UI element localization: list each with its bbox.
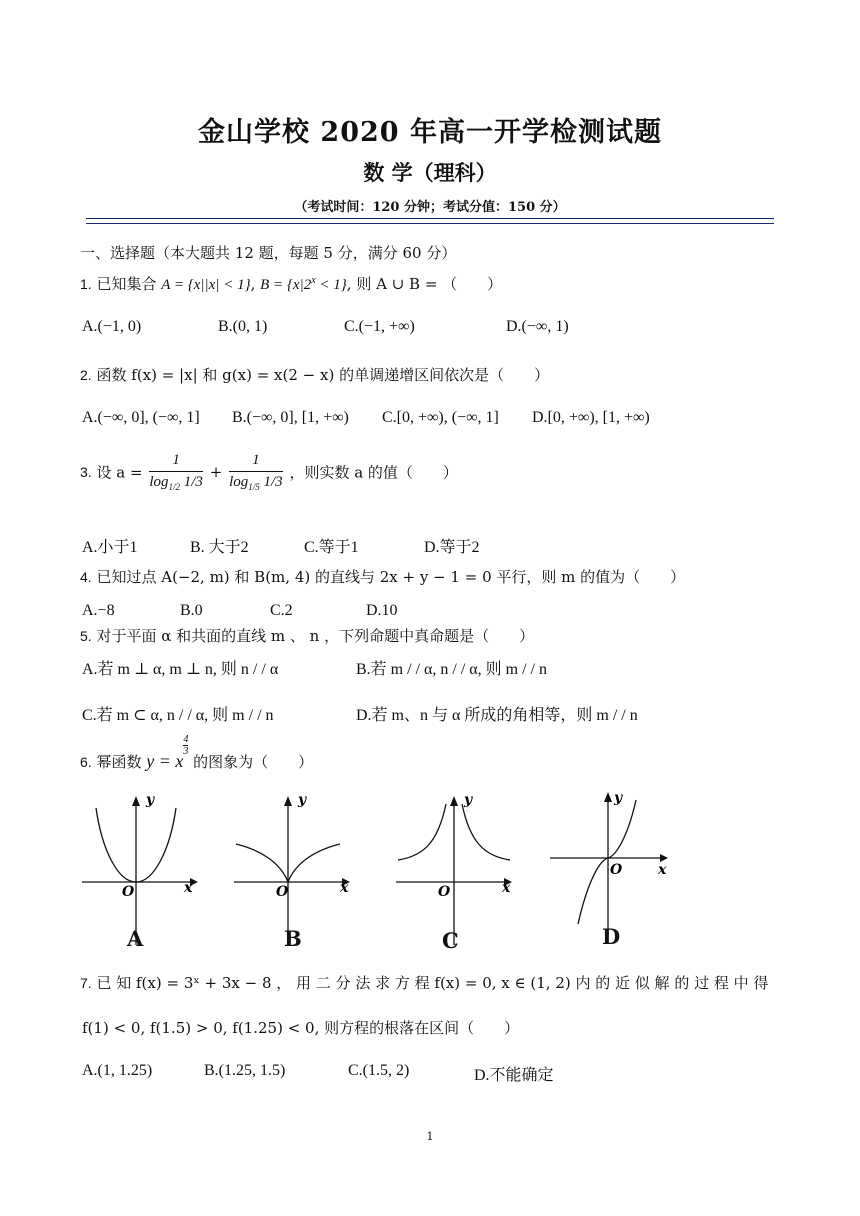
question-number: 6. xyxy=(80,754,92,770)
option-c[interactable]: C.2 xyxy=(270,602,293,619)
question-number: 3. xyxy=(80,464,92,480)
option-a[interactable]: A.若 m ⊥ α, m ⊥ n, 则 n / / α xyxy=(82,661,279,678)
option-c[interactable]: C.等于1 xyxy=(304,539,359,556)
option-a[interactable]: A.−8 xyxy=(82,602,115,619)
question-number: 4. xyxy=(80,569,92,585)
option-c[interactable]: C.若 m ⊂ α, n / / α, 则 m / / n xyxy=(82,707,274,724)
option-d[interactable]: D.10 xyxy=(366,602,398,619)
graph-d-label: D xyxy=(602,924,621,949)
option-a[interactable]: A.(−∞, 0], (−∞, 1] xyxy=(82,409,200,426)
option-b[interactable]: B. 大于2 xyxy=(190,539,249,556)
question-text: 设 a = xyxy=(96,463,143,482)
set-b: $B = \{x|2^x < 1\}$ xyxy=(260,275,347,293)
question-text: 已 知 f(x) = 3ˣ + 3x − 8 ， 用 二 分 法 求 方 程 f(x) = 0, x ∈ (1, 2) 内 的 近 似 解 的 过 程 中 得 xyxy=(96,974,769,992)
question-text: 幂函数 xyxy=(96,753,142,771)
option-d[interactable]: D.[0, +∞), [1, +∞) xyxy=(532,409,650,426)
question-number: 7. xyxy=(80,975,92,991)
question-7-stem-cont: f(1) < 0, f(1.5) > 0, f(1.25) < 0, 则方程的根落在区间（ ） xyxy=(82,1019,520,1037)
option-d[interactable]: D.等于2 xyxy=(424,539,480,556)
question-text: , 则 A ∪ B = （ ） xyxy=(346,275,503,293)
option-b[interactable]: B.(0, 1) xyxy=(218,318,268,335)
option-b[interactable]: B.若 m / / α, n / / α, 则 m / / n xyxy=(356,661,548,678)
graph-c[interactable] xyxy=(394,790,524,950)
fraction-2: $\frac{1}{\log_{1/5} 1/3}$ xyxy=(229,452,283,492)
option-b[interactable]: B.(1.25, 1.5) xyxy=(204,1062,286,1079)
graph-a[interactable] xyxy=(80,790,210,950)
svg-text:y: y xyxy=(298,792,307,808)
power-function: y = x $^{\frac{4}{3}}$ xyxy=(146,734,189,771)
option-d[interactable]: D.(−∞, 1) xyxy=(506,318,569,335)
option-c[interactable]: C.(1.5, 2) xyxy=(348,1062,410,1079)
graph-d[interactable] xyxy=(548,784,678,944)
option-a[interactable]: A.(−1, 0) xyxy=(82,318,142,335)
svg-text:x: x xyxy=(658,862,667,878)
exam-info: （考试时间：120 分钟；考试分值：150 分） xyxy=(294,200,566,215)
graph-a-label: A xyxy=(127,926,144,951)
header-divider-top xyxy=(86,218,774,219)
question-number: 5. xyxy=(80,628,92,644)
subject-subtitle: 数 学（理科） xyxy=(363,160,497,185)
svg-text:O: O xyxy=(610,862,623,878)
svg-text:x: x xyxy=(184,880,193,896)
svg-text:O: O xyxy=(276,884,289,900)
svg-text:x: x xyxy=(340,880,349,896)
question-text: 函数 f(x) = |x| 和 g(x) = x(2 − x) 的单调递增区间依次是（ ） xyxy=(96,366,550,384)
question-number: 2. xyxy=(80,367,92,383)
question-text: 已知集合 xyxy=(96,275,157,293)
question-text: ，则实数 a 的值（ ） xyxy=(289,463,458,482)
page-title: 金山学校 2020 年高一开学检测试题 xyxy=(198,117,662,148)
question-text: 已知过点 A(−2, m) 和 B(m, 4) 的直线与 2x + y − 1 = 0 平行，则 m 的值为（ ） xyxy=(96,568,686,586)
question-text: 的图象为（ ） xyxy=(193,753,314,771)
fraction-1: $\frac{1}{\log_{1/2} 1/3}$ xyxy=(149,452,203,492)
option-a[interactable]: A.(1, 1.25) xyxy=(82,1062,153,1079)
graph-c-label: C xyxy=(442,928,459,953)
question-6-stem xyxy=(80,734,314,780)
option-b[interactable]: B.(−∞, 0], [1, +∞) xyxy=(232,409,349,426)
svg-text:y: y xyxy=(464,792,473,808)
option-c[interactable]: C.(−1, +∞) xyxy=(344,318,415,335)
option-c[interactable]: C.[0, +∞), (−∞, 1] xyxy=(382,409,499,426)
option-a[interactable]: A.小于1 xyxy=(82,539,138,556)
option-b[interactable]: B.0 xyxy=(180,602,203,619)
question-5-stem xyxy=(80,625,534,646)
option-d[interactable]: D.若 m、n 与 α 所成的角相等，则 m / / n xyxy=(356,707,638,724)
header-divider-bottom xyxy=(86,223,774,224)
question-2-stem xyxy=(80,364,549,385)
svg-text:x: x xyxy=(502,880,511,896)
question-4-stem xyxy=(80,566,685,587)
set-a: A = {x||x| < 1} xyxy=(161,277,251,293)
graph-b-label: B xyxy=(284,926,302,951)
svg-text:O: O xyxy=(438,884,451,900)
svg-text:y: y xyxy=(146,792,155,808)
option-d[interactable]: D.不能确定 xyxy=(474,1067,554,1084)
svg-text:O: O xyxy=(122,884,135,900)
question-7-stem xyxy=(80,972,768,993)
question-3-stem: 3. 设 a = $\frac{1}{\log_{1/2} 1/3}$ + $\frac{1}{\log_{1/5} 1/3}$ ，则实数 a 的值（ ） xyxy=(80,452,458,492)
svg-text:y: y xyxy=(614,790,623,806)
question-text: 对于平面 α 和共面的直线 m 、 n ，下列命题中真命题是（ ） xyxy=(96,627,535,645)
question-number: 1. xyxy=(80,276,92,292)
page-number: 1 xyxy=(426,1130,434,1143)
section-heading: 一、选择题（本大题共 12 题，每题 5 分，满分 60 分） xyxy=(80,244,457,262)
question-1-stem: 1. 已知集合 A = {x||x| < 1}, $B = \{x|2^x < 1\}$, 则 A ∪ B = （ ） xyxy=(80,275,503,293)
